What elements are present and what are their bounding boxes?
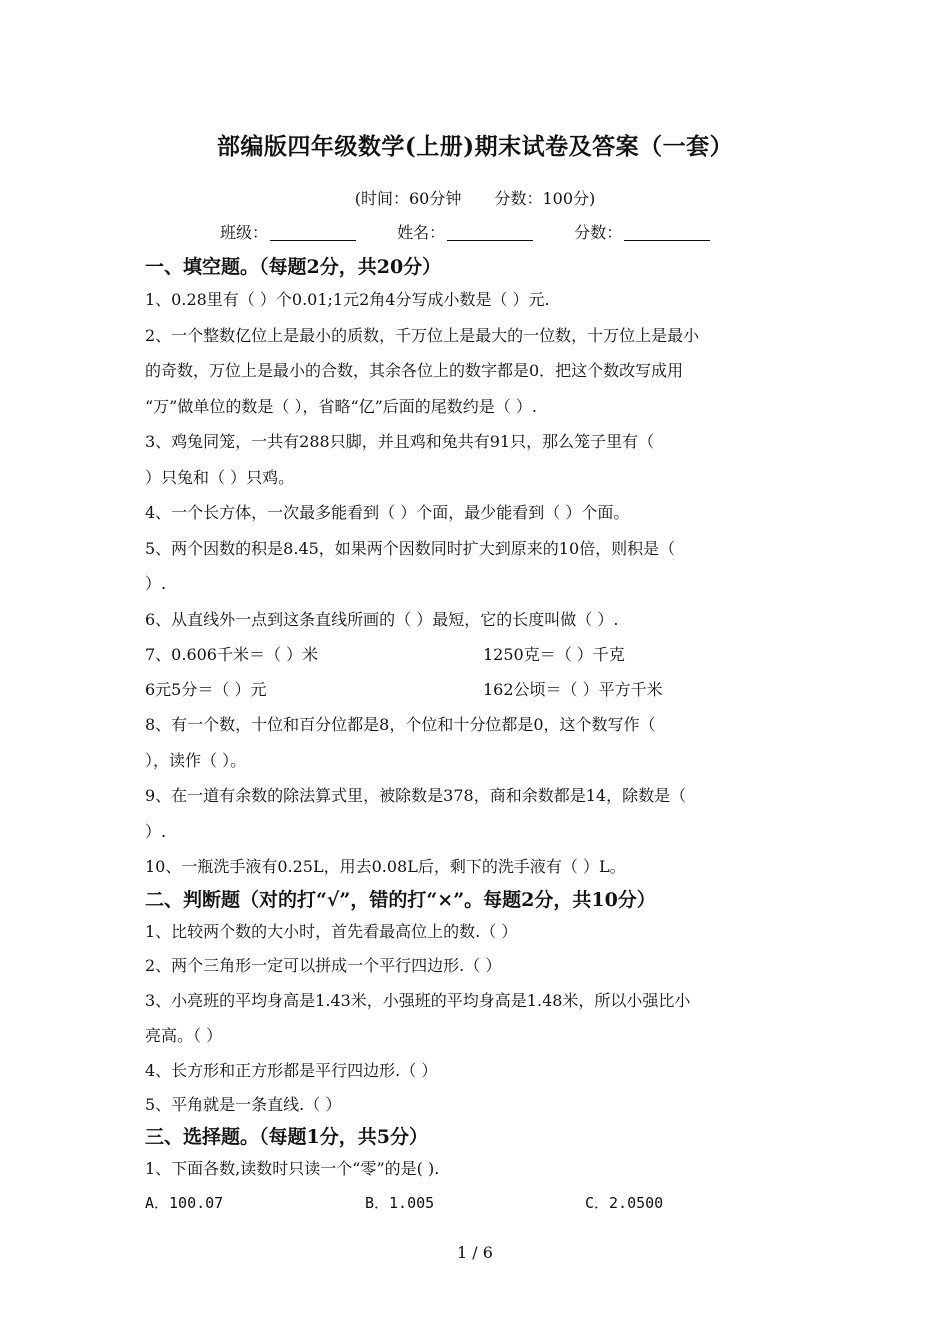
- class-blank[interactable]: [270, 224, 356, 241]
- unit-conversion-row: [145, 672, 825, 707]
- question-line: 4、长方形和正方形都是平行四边形.（ ）: [145, 1060, 438, 1080]
- question-line: 1、比较两个数的大小时，首先看最高位上的数.（ ）: [145, 921, 518, 941]
- question-line: 3、小亮班的平均身高是1.43米，小强班的平均身高是1.48米，所以小强比小: [145, 990, 691, 1010]
- question-line: 10、一瓶洗手液有0.25L，用去0.08L后，剩下的洗手液有（ ）L。: [145, 857, 626, 876]
- question-line: ）.: [145, 574, 167, 593]
- option-b[interactable]: B．1.005: [365, 1193, 435, 1212]
- unit-conversion-row: [145, 637, 825, 672]
- section-heading-multiple-choice: 三、选择题。（每题1分，共5分）: [145, 1125, 428, 1148]
- score-blank[interactable]: [624, 224, 710, 241]
- question-line: ）.: [145, 821, 167, 841]
- question-line: 的奇数，万位上是最小的合数，其余各位上的数字都是0．把这个数改写成用: [145, 361, 684, 380]
- question-line: 9、在一道有余数的除法算式里，被除数是378，商和余数都是14，除数是（: [145, 786, 687, 805]
- conversion-item: 162公顷＝（ ）平方千米: [483, 680, 663, 699]
- score-info: 分数：100分): [494, 189, 596, 208]
- question-line: “万”做单位的数是（ ），省略“亿”后面的尾数约是（ ）.: [145, 396, 537, 416]
- name-blank[interactable]: [447, 224, 533, 241]
- section-heading-true-false: 二、判断题（对的打“√”，错的打“×”。每题2分，共10分）: [145, 888, 656, 911]
- conversion-item: 1250克＝（ ）千克: [483, 645, 625, 664]
- exam-meta: [0, 186, 950, 209]
- class-field: [220, 220, 356, 243]
- question-line: 5、平角就是一条直线.（ ）: [145, 1094, 342, 1114]
- conversion-item: 6元5分＝（ ）元: [145, 680, 267, 699]
- question-line: ），读作（ ）。: [145, 750, 247, 770]
- choice-options: [145, 1186, 825, 1221]
- page-number: 1 / 6: [457, 1243, 493, 1262]
- name-label: 姓名：: [397, 223, 446, 242]
- score-label: 分数：: [574, 223, 623, 242]
- conversion-item: 7、0.606千米＝（ ）米: [145, 645, 319, 664]
- section-heading-fill-blank: 一、填空题。（每题2分，共20分）: [145, 256, 442, 278]
- question-line: 6、从直线外一点到这条直线所画的（ ）最短，它的长度叫做（ ）.: [145, 609, 619, 629]
- time-info: (时间：60分钟: [354, 189, 462, 208]
- question-line: 2、一个整数亿位上是最小的质数，千万位上是最大的一位数，十万位上是最小: [145, 325, 700, 345]
- question-line: 3、鸡兔同笼，一共有288只脚，并且鸡和兔共有91只，那么笼子里有（: [145, 432, 655, 451]
- question-line: 5、两个因数的积是8.45，如果两个因数同时扩大到原来的10倍，则积是（: [145, 538, 676, 558]
- question-line: 2、两个三角形一定可以拼成一个平行四边形.（ ）: [145, 955, 502, 975]
- question-line: 4、一个长方体，一次最多能看到（ ）个面，最少能看到（ ）个面。: [145, 503, 630, 522]
- option-c[interactable]: C．2.0500: [585, 1193, 664, 1212]
- exam-content: [145, 252, 825, 1221]
- student-fields: [220, 220, 746, 243]
- class-label: 班级：: [220, 223, 269, 242]
- question-line: 1、0.28里有（ ）个0.01;1元2角4分写成小数是（ ）元.: [145, 290, 550, 309]
- question-line: 8、有一个数，十位和百分位都是8，个位和十分位都是0，这个数写作（: [145, 715, 656, 734]
- question-line: 1、下面各数,读数时只读一个“零”的是( ).: [145, 1158, 440, 1178]
- page-title: 部编版四年级数学(上册)期末试卷及答案（一套）: [216, 133, 734, 160]
- score-field: [574, 220, 710, 243]
- question-line: 亮高。（ ）: [145, 1026, 223, 1045]
- question-line: ）只兔和（ ）只鸡。: [145, 467, 295, 487]
- option-a[interactable]: A．100.07: [145, 1193, 224, 1212]
- name-field: [397, 220, 533, 243]
